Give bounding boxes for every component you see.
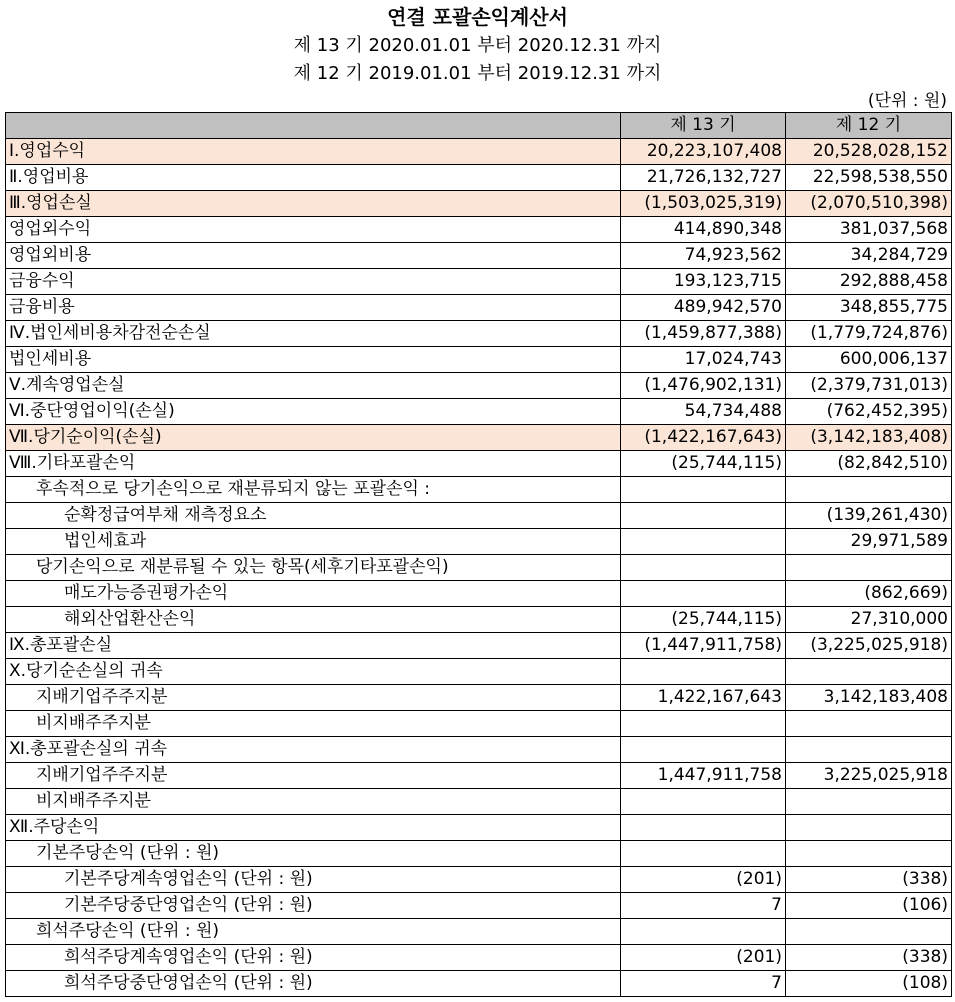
row-current-value: 54,734,488	[621, 399, 786, 425]
row-current-value: (1,459,877,388)	[621, 321, 786, 347]
table-row	[6, 685, 952, 711]
header-current-period: 제 13 기	[621, 113, 786, 139]
table-row	[6, 711, 952, 737]
row-label: 희석주당손익 (단위 : 원)	[6, 919, 621, 945]
row-current-value: (201)	[621, 867, 786, 893]
row-label: 해외산업환산손익	[6, 607, 621, 633]
row-current-value	[621, 477, 786, 503]
row-label: 지배기업주주지분	[6, 763, 621, 789]
table-row	[6, 243, 952, 269]
row-current-value	[621, 737, 786, 763]
row-prior-value: (338)	[786, 867, 952, 893]
table-row	[6, 165, 952, 191]
row-prior-value: (862,669)	[786, 581, 952, 607]
table-row	[6, 789, 952, 815]
row-prior-value	[786, 711, 952, 737]
table-row	[6, 945, 952, 971]
table-row	[6, 737, 952, 763]
table-row	[6, 425, 952, 451]
row-prior-value	[786, 555, 952, 581]
row-label: Ⅵ.중단영업이익(손실)	[6, 399, 621, 425]
table-header-row	[6, 113, 952, 139]
row-current-value: 74,923,562	[621, 243, 786, 269]
row-label: Ⅳ.법인세비용차감전순손실	[6, 321, 621, 347]
row-label: Ⅺ.총포괄손실의 귀속	[6, 737, 621, 763]
table-row	[6, 347, 952, 373]
row-current-value: 193,123,715	[621, 269, 786, 295]
row-prior-value: 3,142,183,408	[786, 685, 952, 711]
row-current-value: (201)	[621, 945, 786, 971]
row-prior-value	[786, 841, 952, 867]
header-label-cell	[6, 113, 621, 139]
table-row	[6, 217, 952, 243]
row-prior-value	[786, 815, 952, 841]
table-row	[6, 269, 952, 295]
table-row	[6, 867, 952, 893]
row-current-value	[621, 789, 786, 815]
row-current-value	[621, 529, 786, 555]
row-prior-value	[786, 919, 952, 945]
row-current-value: 17,024,743	[621, 347, 786, 373]
income-statement-table	[5, 112, 952, 997]
row-current-value	[621, 841, 786, 867]
row-prior-value: (762,452,395)	[786, 399, 952, 425]
table-row	[6, 373, 952, 399]
row-label: 금융수익	[6, 269, 621, 295]
row-current-value: (25,744,115)	[621, 607, 786, 633]
table-row	[6, 321, 952, 347]
row-label: 영업외수익	[6, 217, 621, 243]
row-prior-value: 348,855,775	[786, 295, 952, 321]
row-label: 희석주당계속영업손익 (단위 : 원)	[6, 945, 621, 971]
table-row	[6, 971, 952, 997]
table-row	[6, 295, 952, 321]
row-current-value	[621, 815, 786, 841]
row-label: Ⅻ.주당손익	[6, 815, 621, 841]
row-prior-value: (3,225,025,918)	[786, 633, 952, 659]
row-prior-value: 292,888,458	[786, 269, 952, 295]
row-prior-value: (2,070,510,398)	[786, 191, 952, 217]
row-prior-value: (1,779,724,876)	[786, 321, 952, 347]
row-label: 기본주당계속영업손익 (단위 : 원)	[6, 867, 621, 893]
row-prior-value: 600,006,137	[786, 347, 952, 373]
row-prior-value: (106)	[786, 893, 952, 919]
row-label: Ⅹ.당기순손실의 귀속	[6, 659, 621, 685]
table-row	[6, 607, 952, 633]
row-current-value: 7	[621, 893, 786, 919]
row-label: 영업외비용	[6, 243, 621, 269]
row-prior-value: 20,528,028,152	[786, 139, 952, 165]
row-current-value: 21,726,132,727	[621, 165, 786, 191]
row-label: Ⅱ.영업비용	[6, 165, 621, 191]
period-prior: 제 12 기 2019.01.01 부터 2019.12.31 까지	[293, 63, 662, 84]
row-current-value: (25,744,115)	[621, 451, 786, 477]
row-prior-value: (108)	[786, 971, 952, 997]
row-label: 매도가능증권평가손익	[6, 581, 621, 607]
row-current-value: (1,447,911,758)	[621, 633, 786, 659]
table-row	[6, 919, 952, 945]
row-prior-value: 22,598,538,550	[786, 165, 952, 191]
row-current-value	[621, 503, 786, 529]
period-current: 제 13 기 2020.01.01 부터 2020.12.31 까지	[293, 35, 662, 56]
row-label: Ⅴ.계속영업손실	[6, 373, 621, 399]
table-row	[6, 555, 952, 581]
table-row	[6, 763, 952, 789]
row-label: Ⅸ.총포괄손실	[6, 633, 621, 659]
row-current-value: 414,890,348	[621, 217, 786, 243]
row-label: 후속적으로 당기손익으로 재분류되지 않는 포괄손익 :	[6, 477, 621, 503]
row-label: Ⅲ.영업손실	[6, 191, 621, 217]
unit-label: (단위 : 원)	[867, 91, 947, 111]
row-current-value: 1,422,167,643	[621, 685, 786, 711]
table-row	[6, 841, 952, 867]
row-label: 법인세비용	[6, 347, 621, 373]
row-current-value: (1,422,167,643)	[621, 425, 786, 451]
row-current-value: 1,447,911,758	[621, 763, 786, 789]
row-label: 희석주당중단영업손익 (단위 : 원)	[6, 971, 621, 997]
table-row	[6, 633, 952, 659]
table-body	[6, 139, 952, 997]
row-current-value	[621, 581, 786, 607]
row-current-value: 7	[621, 971, 786, 997]
row-current-value	[621, 711, 786, 737]
row-label: 비지배주주지분	[6, 711, 621, 737]
row-current-value: (1,476,902,131)	[621, 373, 786, 399]
row-label: 법인세효과	[6, 529, 621, 555]
row-prior-value: 29,971,589	[786, 529, 952, 555]
row-prior-value	[786, 737, 952, 763]
row-current-value: (1,503,025,319)	[621, 191, 786, 217]
header-prior-period: 제 12 기	[786, 113, 952, 139]
row-label: 비지배주주지분	[6, 789, 621, 815]
row-prior-value: (3,142,183,408)	[786, 425, 952, 451]
row-current-value	[621, 919, 786, 945]
row-label: 기본주당중단영업손익 (단위 : 원)	[6, 893, 621, 919]
row-prior-value	[786, 789, 952, 815]
row-prior-value: (338)	[786, 945, 952, 971]
row-label: 지배기업주주지분	[6, 685, 621, 711]
table-row	[6, 139, 952, 165]
row-prior-value: 27,310,000	[786, 607, 952, 633]
statement-title: 연결 포괄손익계산서	[387, 5, 568, 29]
row-current-value	[621, 555, 786, 581]
row-prior-value: (82,842,510)	[786, 451, 952, 477]
table-row	[6, 191, 952, 217]
table-row	[6, 503, 952, 529]
row-current-value: 489,942,570	[621, 295, 786, 321]
row-label: Ⅶ.당기순이익(손실)	[6, 425, 621, 451]
table-row	[6, 815, 952, 841]
row-label: 금융비용	[6, 295, 621, 321]
table-row	[6, 399, 952, 425]
row-label: 순확정급여부채 재측정요소	[6, 503, 621, 529]
table-row	[6, 893, 952, 919]
table-row	[6, 581, 952, 607]
table-row	[6, 659, 952, 685]
row-prior-value: 381,037,568	[786, 217, 952, 243]
row-label: Ⅷ.기타포괄손익	[6, 451, 621, 477]
row-prior-value: 3,225,025,918	[786, 763, 952, 789]
row-prior-value: (2,379,731,013)	[786, 373, 952, 399]
row-current-value: 20,223,107,408	[621, 139, 786, 165]
row-prior-value	[786, 659, 952, 685]
row-label: 기본주당손익 (단위 : 원)	[6, 841, 621, 867]
table-row	[6, 529, 952, 555]
row-prior-value	[786, 477, 952, 503]
row-current-value	[621, 659, 786, 685]
table-row	[6, 477, 952, 503]
row-label: 당기손익으로 재분류될 수 있는 항목(세후기타포괄손익)	[6, 555, 621, 581]
table-row	[6, 451, 952, 477]
row-label: Ⅰ.영업수익	[6, 139, 621, 165]
row-prior-value: (139,261,430)	[786, 503, 952, 529]
row-prior-value: 34,284,729	[786, 243, 952, 269]
